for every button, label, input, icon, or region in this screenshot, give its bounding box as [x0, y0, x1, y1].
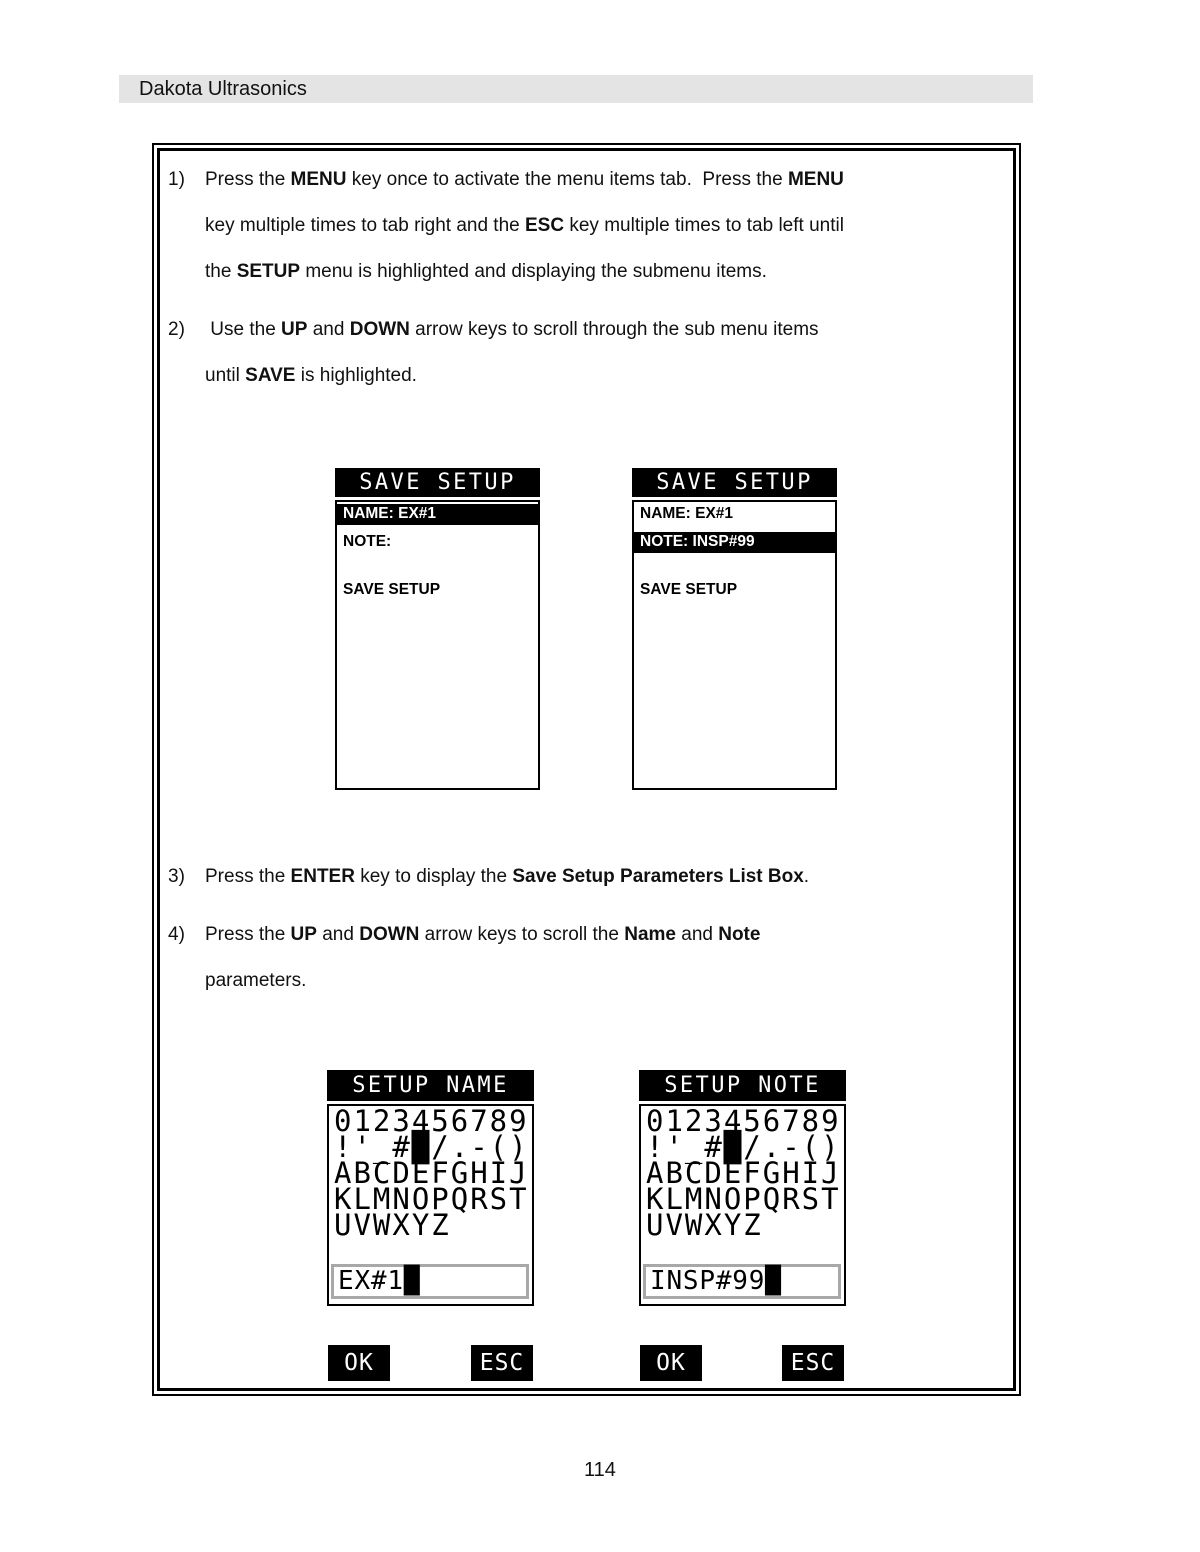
name-input-field[interactable]: EX#1█: [331, 1264, 529, 1299]
instruction-line: Press the UP and DOWN arrow keys to scroll the Name and Note: [205, 924, 761, 945]
instruction-number: 1): [168, 169, 185, 190]
character-row[interactable]: KLMNOPQRST: [334, 1182, 529, 1216]
save-setup-action-label[interactable]: SAVE SETUP: [640, 581, 738, 598]
instruction-item-3: [168, 854, 809, 900]
note-input-field[interactable]: INSP#99█: [643, 1264, 841, 1299]
instruction-line: key multiple times to tab right and the ESC key multiple times to tab left until: [205, 215, 844, 236]
setup-name-keyboard-screen: [327, 1070, 534, 1306]
character-row[interactable]: ABCDEFGHIJ: [334, 1156, 529, 1190]
instruction-number: 3): [168, 866, 185, 887]
character-row[interactable]: !'_#█/.-(): [334, 1130, 529, 1164]
screen-title-bar: SAVE SETUP: [335, 468, 540, 497]
character-row[interactable]: KLMNOPQRST: [646, 1182, 841, 1216]
setup-note-keyboard-screen: [639, 1070, 846, 1306]
save-setup-screen-right: [632, 468, 837, 790]
instruction-line: the SETUP menu is highlighted and displaying the submenu items.: [205, 261, 767, 282]
character-row[interactable]: UVWXYZ: [646, 1208, 763, 1242]
character-row[interactable]: 0123456789: [334, 1104, 529, 1138]
esc-button[interactable]: ESC: [471, 1345, 533, 1381]
instruction-line: Use the UP and DOWN arrow keys to scroll through the sub menu items: [205, 319, 819, 340]
instruction-line: parameters.: [205, 970, 307, 991]
header-title: Dakota Ultrasonics: [139, 78, 307, 100]
instruction-item-4: [168, 912, 760, 1004]
instruction-line: Press the ENTER key to display the Save Setup Parameters List Box.: [205, 866, 810, 887]
screen-title-bar: SETUP NAME: [327, 1070, 534, 1101]
instruction-text: [205, 157, 844, 295]
screen-title-bar: SAVE SETUP: [632, 468, 837, 497]
instruction-text: [205, 307, 819, 399]
screen-body: [335, 500, 540, 790]
esc-button[interactable]: ESC: [782, 1345, 844, 1381]
screen-body: [632, 500, 837, 790]
instruction-item-1: [168, 157, 844, 295]
save-setup-screen-left: [335, 468, 540, 790]
screen-title-bar: SETUP NOTE: [639, 1070, 846, 1101]
menu-item-highlighted[interactable]: NAME: EX#1: [337, 504, 538, 525]
instruction-number: 4): [168, 924, 185, 945]
menu-item[interactable]: NOTE:: [343, 533, 392, 550]
instruction-number: 2): [168, 319, 185, 340]
instruction-item-2: [168, 307, 819, 399]
menu-rows: [634, 504, 835, 553]
character-row[interactable]: UVWXYZ: [334, 1208, 451, 1242]
keyboard-body: [327, 1104, 534, 1306]
keyboard-body: [639, 1104, 846, 1306]
save-setup-action-label[interactable]: SAVE SETUP: [343, 581, 441, 598]
instruction-text: [205, 854, 809, 900]
menu-item-highlighted[interactable]: NOTE: INSP#99: [634, 532, 835, 553]
ok-button[interactable]: OK: [328, 1345, 390, 1381]
instruction-line: until SAVE is highlighted.: [205, 365, 417, 386]
character-row[interactable]: ABCDEFGHIJ: [646, 1156, 841, 1190]
instruction-text: [205, 912, 760, 1004]
menu-rows: [337, 504, 538, 553]
menu-item[interactable]: NAME: EX#1: [640, 505, 734, 522]
character-row[interactable]: !'_#█/.-(): [646, 1130, 841, 1164]
character-row[interactable]: 0123456789: [646, 1104, 841, 1138]
page-number: 114: [584, 1459, 616, 1481]
character-grid: [334, 1104, 532, 1242]
character-grid: [646, 1104, 844, 1242]
ok-button[interactable]: OK: [640, 1345, 702, 1381]
instruction-line: Press the MENU key once to activate the menu items tab. Press the MENU: [205, 169, 844, 190]
header-bar: [119, 75, 1033, 103]
